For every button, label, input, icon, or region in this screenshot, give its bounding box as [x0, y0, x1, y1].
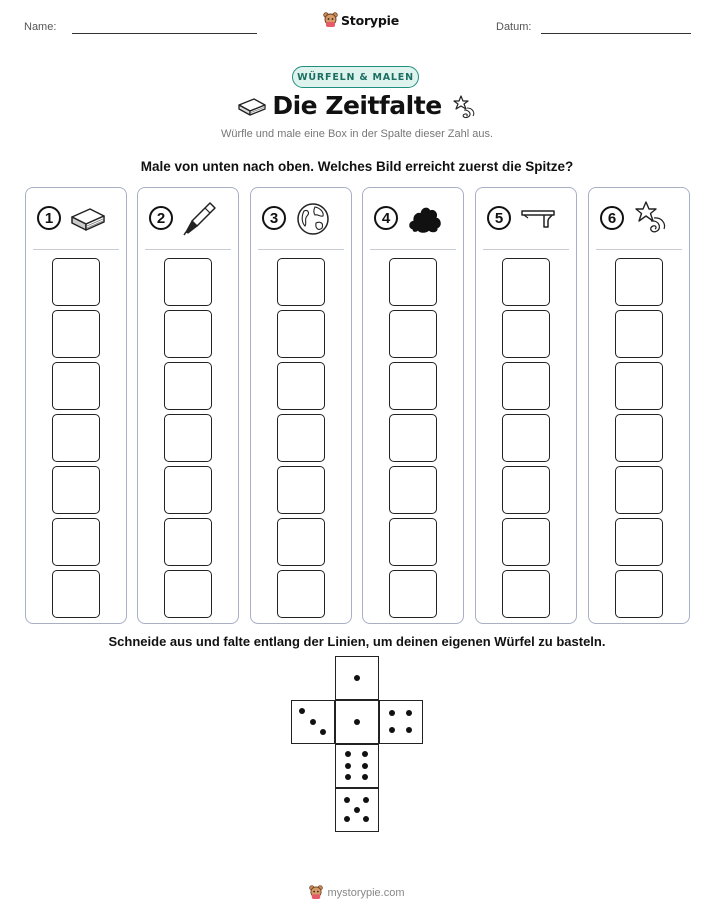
column-number: 5 [487, 206, 511, 230]
color-box[interactable] [502, 414, 550, 462]
color-box[interactable] [277, 466, 325, 514]
color-box[interactable] [52, 258, 100, 306]
dice-face-1 [335, 700, 379, 744]
dice-pip [354, 675, 360, 681]
color-box[interactable] [164, 362, 212, 410]
column-1 [25, 187, 127, 624]
column-header [251, 188, 351, 250]
column-divider [370, 249, 456, 250]
dice-face-6 [335, 744, 379, 788]
cut-instruction: Schneide aus und falte entlang der Linien, um deinen eigenen Würfel zu basteln. [108, 634, 606, 649]
color-box[interactable] [389, 362, 437, 410]
book-icon [68, 199, 108, 239]
column-divider [596, 249, 682, 250]
column-5 [475, 187, 577, 624]
color-box[interactable] [502, 362, 550, 410]
bear-logo-icon [323, 12, 338, 28]
globe-icon [293, 199, 333, 239]
dice-pip [354, 807, 360, 813]
column-divider [483, 249, 569, 250]
color-box[interactable] [277, 414, 325, 462]
dice-pip [363, 797, 369, 803]
bear-logo-icon [309, 885, 323, 900]
dice-pip [345, 751, 351, 757]
color-box[interactable] [52, 466, 100, 514]
color-box[interactable] [615, 258, 663, 306]
dice-pip [363, 816, 369, 822]
shooting-star-icon [631, 199, 671, 239]
color-box[interactable] [502, 258, 550, 306]
ink-blot-icon [405, 199, 445, 239]
color-box[interactable] [164, 310, 212, 358]
dice-pip [345, 763, 351, 769]
color-box[interactable] [52, 570, 100, 618]
footer [0, 885, 714, 900]
color-box[interactable] [164, 414, 212, 462]
brand-name: Storypie [341, 12, 399, 28]
color-box[interactable] [52, 518, 100, 566]
column-divider [258, 249, 344, 250]
dice-face-1 [335, 656, 379, 700]
date-line[interactable] [541, 33, 691, 34]
dice-pip [389, 727, 395, 733]
color-box[interactable] [389, 258, 437, 306]
color-box[interactable] [52, 362, 100, 410]
column-number: 2 [149, 206, 173, 230]
column-number: 3 [262, 206, 286, 230]
dice-pip [362, 751, 368, 757]
color-box[interactable] [52, 310, 100, 358]
column-number: 1 [37, 206, 61, 230]
dice-pip [362, 774, 368, 780]
dice-face-5 [335, 788, 379, 832]
dice-pip [344, 797, 350, 803]
color-box[interactable] [277, 258, 325, 306]
shooting-star-title-icon [450, 94, 476, 122]
dice-pip [310, 719, 316, 725]
column-4 [362, 187, 464, 624]
dice-pip [320, 729, 326, 735]
color-box[interactable] [52, 414, 100, 462]
dice-pip [354, 719, 360, 725]
page-title: Die Zeitfalte [272, 91, 442, 120]
color-box[interactable] [277, 362, 325, 410]
dice-pip [406, 710, 412, 716]
activity-tag: WÜRFELN & MALEN [292, 66, 419, 88]
color-box[interactable] [389, 310, 437, 358]
dice-pip [299, 708, 305, 714]
color-box[interactable] [502, 466, 550, 514]
subtitle: Würfle und male eine Box in der Spalte dieser Zahl aus. [220, 128, 494, 140]
color-box[interactable] [389, 570, 437, 618]
column-number: 4 [374, 206, 398, 230]
fountain-pen-icon [180, 199, 220, 239]
color-box[interactable] [164, 258, 212, 306]
color-box[interactable] [389, 414, 437, 462]
dice-pip [406, 727, 412, 733]
column-header [363, 188, 463, 250]
column-divider [33, 249, 119, 250]
color-box[interactable] [164, 570, 212, 618]
column-header [476, 188, 576, 250]
column-header [26, 188, 126, 250]
dice-pip [389, 710, 395, 716]
column-divider [145, 249, 231, 250]
date-label: Datum: [496, 21, 532, 33]
color-box[interactable] [164, 466, 212, 514]
color-box[interactable] [615, 518, 663, 566]
color-box[interactable] [615, 310, 663, 358]
color-box[interactable] [164, 518, 212, 566]
color-box[interactable] [389, 466, 437, 514]
color-box[interactable] [502, 570, 550, 618]
instruction: Male von unten nach oben. Welches Bild erreicht zuerst die Spitze? [140, 159, 574, 174]
column-2 [137, 187, 239, 624]
column-3 [250, 187, 352, 624]
dice-face-4 [379, 700, 423, 744]
color-box[interactable] [277, 570, 325, 618]
brand-logo [323, 12, 399, 28]
color-box[interactable] [615, 414, 663, 462]
dice-face-3 [291, 700, 335, 744]
color-box[interactable] [502, 310, 550, 358]
color-box[interactable] [615, 362, 663, 410]
shelf-icon [518, 199, 558, 239]
column-number: 6 [600, 206, 624, 230]
footer-url: mystorypie.com [327, 886, 405, 899]
column-header [138, 188, 238, 250]
color-box[interactable] [277, 518, 325, 566]
name-label: Name: [24, 21, 57, 33]
column-6 [588, 187, 690, 624]
dice-pip [362, 763, 368, 769]
name-line[interactable] [72, 33, 257, 34]
color-box[interactable] [615, 570, 663, 618]
column-header [589, 188, 689, 250]
dice-pip [344, 816, 350, 822]
color-box[interactable] [615, 466, 663, 514]
color-box[interactable] [277, 310, 325, 358]
color-box[interactable] [389, 518, 437, 566]
dice-pip [345, 774, 351, 780]
color-box[interactable] [502, 518, 550, 566]
